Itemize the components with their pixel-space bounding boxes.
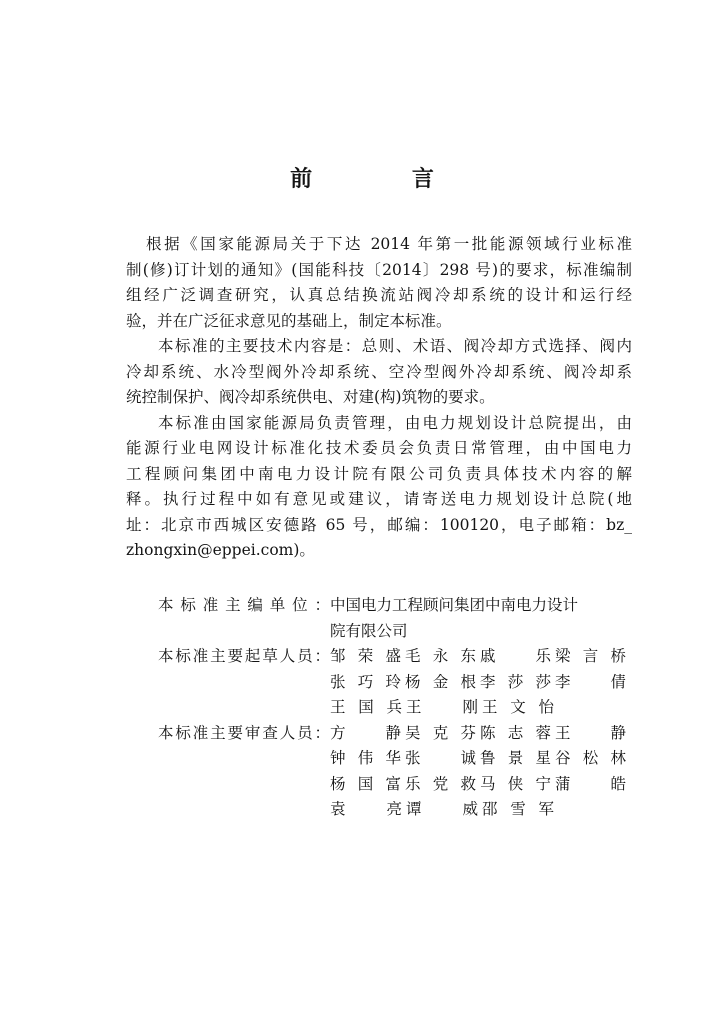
person-name: 袁 亮	[330, 800, 402, 818]
person-name: 马侠宁	[480, 774, 551, 793]
body-text	[126, 232, 632, 564]
person-name: 谷松林	[555, 749, 626, 767]
person-name: 戚 乐	[480, 647, 551, 665]
drafters-label: 本标准主要起草人员：	[158, 647, 330, 665]
person-name: 杨国富	[330, 774, 401, 793]
text-line: zhongxin@eppei.com)。	[126, 541, 315, 559]
text-line: 冷却系统、水冷型阀外冷却系统、空冷型阀外冷却系统、阀冷却系	[126, 362, 632, 381]
text-line: 址：北京市西城区安德路 65 号，邮编：100120，电子邮箱：bz_	[126, 515, 632, 534]
editor-unit-row	[158, 593, 638, 619]
paragraph	[126, 411, 632, 564]
person-name: 蒲 皓	[555, 774, 626, 793]
person-name: 乐党救	[405, 774, 476, 793]
name-list	[330, 772, 630, 798]
name-list	[330, 695, 630, 721]
name-list	[330, 644, 630, 670]
text-line: 本标准的主要技术内容是：总则、术语、阀冷却方式选择、阀内	[158, 337, 632, 355]
name-list	[330, 670, 630, 696]
text-line: 释。执行过程中如有意见或建议，请寄送电力规划设计总院(地	[126, 490, 632, 508]
reviewers-row	[158, 772, 638, 798]
text-line: 能源行业电网设计标准化技术委员会负责日常管理，由中国电力	[126, 439, 632, 457]
text-line: 验，并在广泛征求意见的基础上，制定本标准。	[126, 311, 452, 330]
person-name: 鲁景星	[480, 749, 551, 767]
name-list	[330, 721, 630, 747]
name-list	[330, 746, 630, 772]
editor-unit-label: 本标准主编单位：	[158, 596, 330, 614]
reviewers-label: 本标准主要审查人员：	[158, 723, 330, 742]
reviewers-row	[158, 797, 638, 823]
person-name: 李莎莎	[480, 672, 551, 691]
drafters-row	[158, 695, 638, 721]
person-name: 吴克芬	[405, 723, 476, 742]
person-name: 钟伟华	[330, 749, 401, 767]
person-name: 梁言桥	[555, 647, 626, 665]
name-list	[330, 797, 630, 823]
person-name: 方 静	[330, 723, 401, 742]
paragraph	[126, 334, 632, 411]
paragraph	[126, 232, 632, 334]
person-name: 邹荣盛	[330, 647, 401, 665]
person-name: 王国兵	[330, 698, 402, 716]
editor-unit-name: 院有限公司	[330, 621, 408, 640]
person-name: 王文怡	[482, 698, 554, 716]
text-line: 根据《国家能源局关于下达 2014 年第一批能源领域行业标准	[146, 235, 632, 253]
person-name: 陈志蓉	[480, 723, 551, 742]
text-line: 统控制保护、阀冷却系统供电、对建(构)筑物的要求。	[126, 388, 495, 406]
editor-unit-row	[158, 619, 638, 645]
person-name: 谭 威	[406, 800, 478, 818]
person-name: 杨金根	[405, 672, 476, 691]
person-name: 张巧玲	[330, 672, 401, 691]
reviewers-row	[158, 721, 638, 747]
person-name: 邵雪军	[482, 800, 554, 818]
page-title: 前 言	[290, 167, 480, 192]
text-line: 组经广泛调查研究，认真总结换流站阀冷却系统的设计和运行经	[126, 286, 632, 304]
person-name: 毛永东	[405, 647, 476, 665]
text-line: 本标准由国家能源局负责管理，由电力规划设计总院提出，由	[158, 413, 632, 432]
person-name: 张 诚	[405, 749, 476, 767]
editors-section	[158, 593, 638, 823]
person-name: 王 静	[555, 723, 626, 742]
editor-unit-name: 中国电力工程顾问集团中南电力设计	[330, 596, 579, 614]
drafters-row	[158, 670, 638, 696]
text-line: 工程顾问集团中南电力设计院有限公司负责具体技术内容的解	[126, 464, 632, 483]
reviewers-row	[158, 746, 638, 772]
drafters-row	[158, 644, 638, 670]
person-name: 王 刚	[406, 698, 478, 716]
person-name: 李 倩	[555, 672, 626, 691]
text-line: 制(修)订计划的通知》(国能科技〔2014〕298 号)的要求，标准编制	[126, 260, 632, 279]
